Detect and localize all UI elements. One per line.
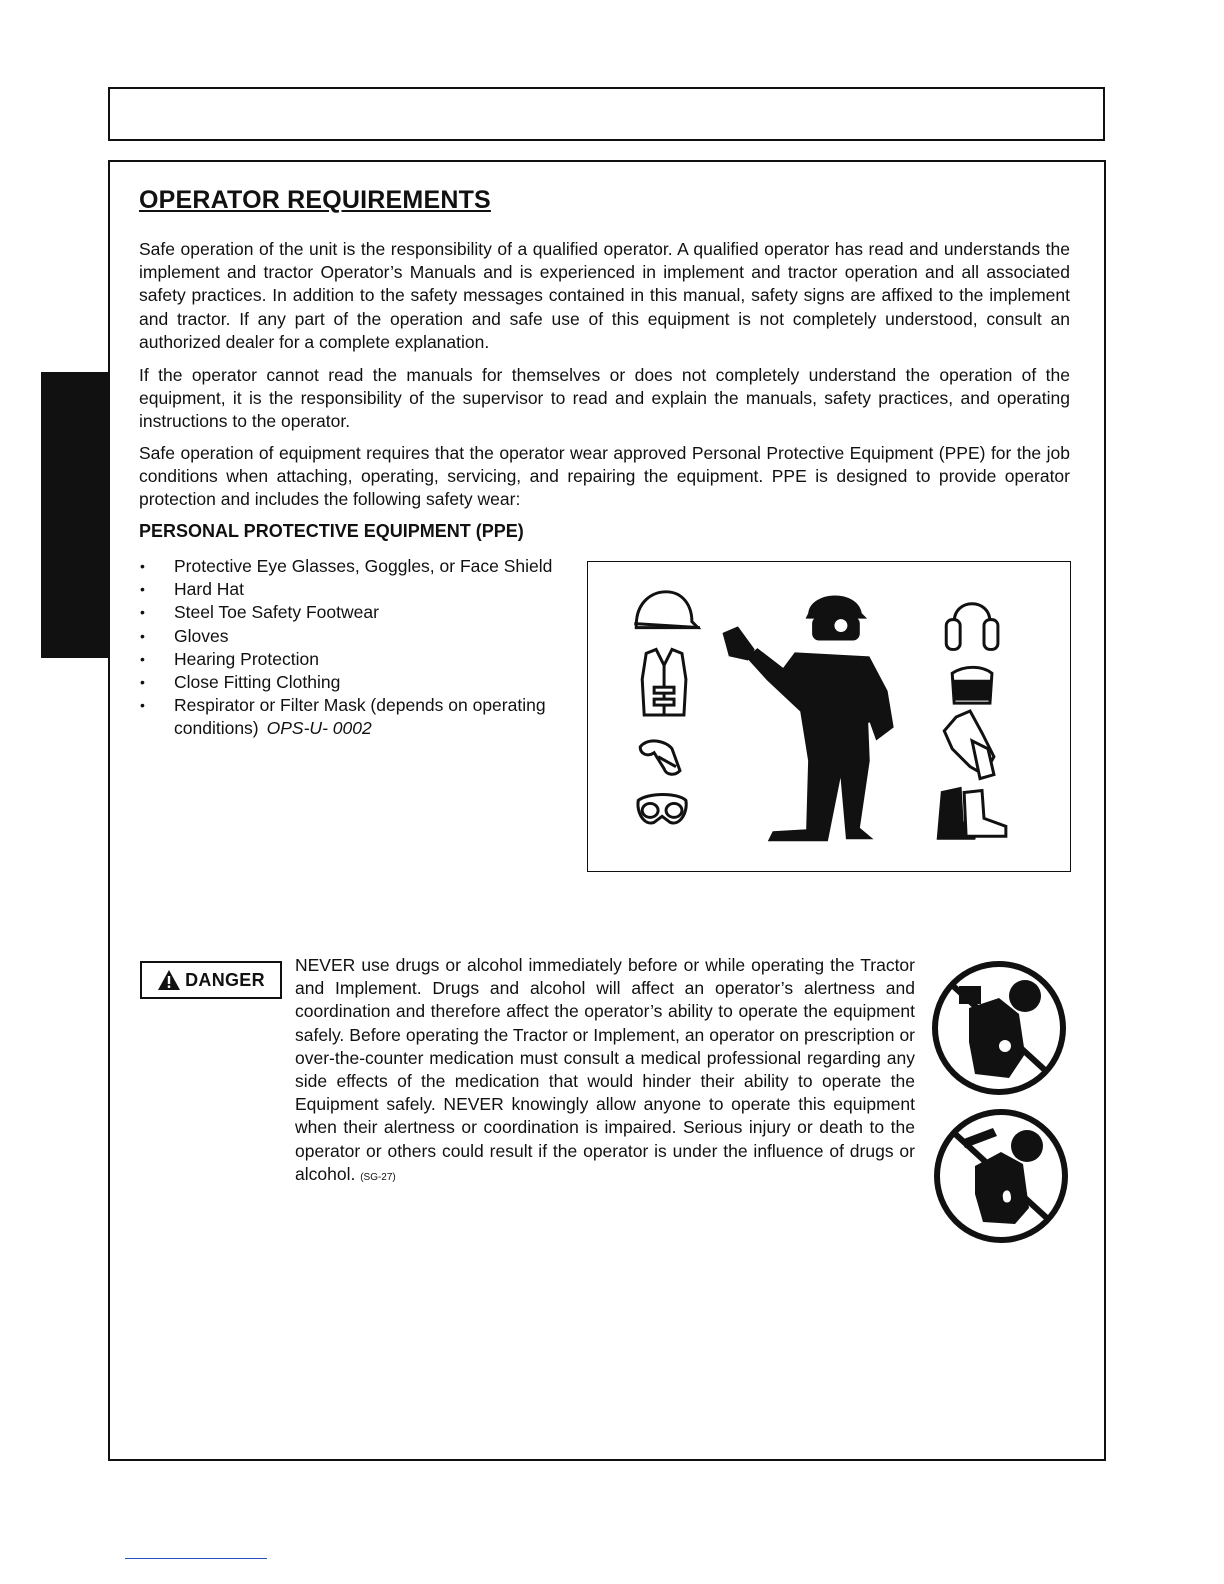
danger-label: DANGER: [185, 969, 265, 990]
safety-boots-icon: [938, 789, 1006, 839]
list-item: • Hard Hat: [139, 578, 559, 601]
danger-message: NEVER use drugs or alcohol immediately before or while operating the Tractor and Implement. Drugs and alcohol will affect an operator’s alertness and coordination and therefore affect the operator’s ability to operate the equipment safely. Before operating the Tractor or Implement, an operator on prescription or over-the-counter medication must consult a medical professional regarding any side effects of the medication that would hinder their ability to operate the Equipment safely. NEVER knowingly allow anyone to operate this equipment when their alertness or coordination is impaired. Serious injury or death to the operator or others could result if the operator is under the influence of drugs or alcohol. (SG-27): [295, 955, 915, 1184]
ear-plugs-icon: [640, 741, 680, 774]
list-item: • Respirator or Filter Mask (depends on operating conditions) OPS-U- 0002: [139, 694, 559, 740]
footer-link-line: [125, 1558, 267, 1559]
ear-muffs-icon: [946, 604, 998, 650]
list-item: • Protective Eye Glasses, Goggles, or Face Shield: [139, 555, 559, 578]
respirator-mask-icon: [952, 667, 992, 703]
danger-code: (SG-27): [360, 1171, 396, 1183]
section-title: OPERATOR REQUIREMENTS: [139, 186, 491, 214]
hard-hat-icon: [634, 592, 700, 628]
list-item: • Close Fitting Clothing: [139, 671, 559, 694]
ppe-list: [139, 555, 559, 741]
list-item: • Steel Toe Safety Footwear: [139, 601, 559, 624]
paragraph-supervisor: If the operator cannot read the manuals for themselves or does not completely understand the operation of the equipment, it is the responsibility of the supervisor to read and explain the manuals, safety practices, and operating instructions to the operator.: [139, 365, 1070, 432]
paragraph-ppe-intro: Safe operation of equipment requires that the operator wear approved Personal Protective Equipment (PPE) for the job conditions when attaching, operating, servicing, and repairing the equipment. PPE is designed to provide operator protection and includes the following safety wear:: [139, 443, 1070, 510]
ppe-illustration: [587, 561, 1071, 872]
gloves-icon: [944, 711, 994, 779]
list-item: • Gloves: [139, 625, 559, 648]
section-tab: [41, 372, 108, 658]
ppe-heading: PERSONAL PROTECTIVE EQUIPMENT (PPE): [139, 521, 524, 541]
list-item: • Hearing Protection: [139, 648, 559, 671]
ops-code: OPS-U- 0002: [266, 718, 372, 739]
no-drugs-warning-icon: [929, 958, 1069, 1098]
goggles-icon: [638, 794, 686, 823]
warning-triangle-icon: [157, 969, 181, 991]
safety-vest-icon: [642, 649, 686, 715]
no-alcohol-warning-icon: [931, 1106, 1071, 1246]
paragraph-qualified-operator: Safe operation of the unit is the responsibility of a qualified operator. A qualified operator has read and understands the implement and tractor Operator’s Manuals and is experienced in implement and tractor operation and all associated safety practices. In addition to the safety messages contained in this manual, safety signs are affixed to the implement and tractor. If any part of the operation and safe use of this equipment is not completely understood, consult an authorized dealer for a complete explanation.: [139, 239, 1070, 352]
danger-badge: [140, 961, 282, 999]
header-box: [108, 87, 1105, 141]
worker-figure-icon: [724, 597, 893, 841]
